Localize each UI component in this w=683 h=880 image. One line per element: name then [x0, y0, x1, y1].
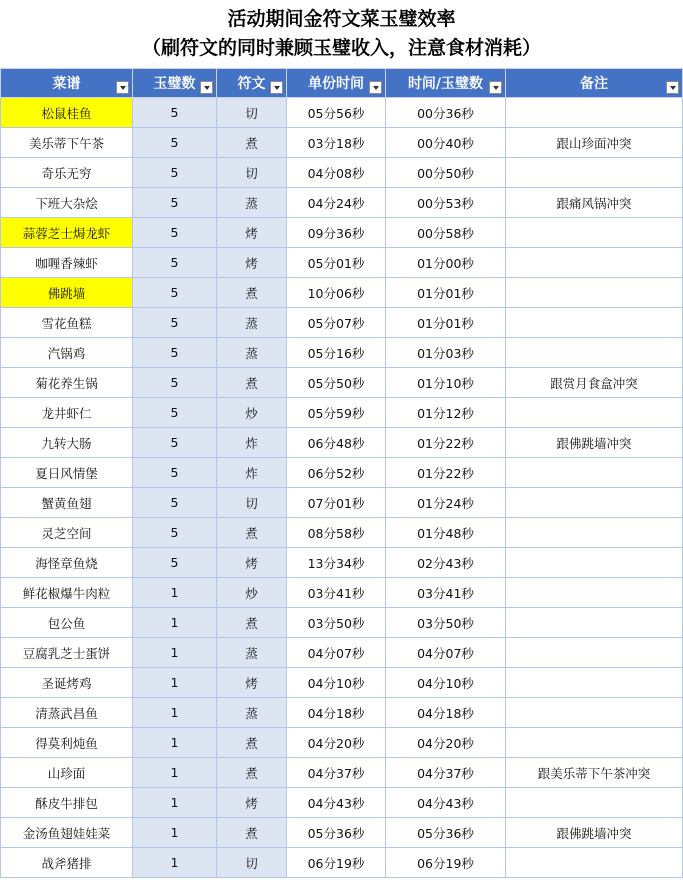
- recipe-name-cell[interactable]: 清蒸武昌鱼: [1, 698, 133, 728]
- note-cell[interactable]: 跟痛风锅冲突: [506, 188, 683, 218]
- unit-time-cell[interactable]: 08分58秒: [287, 518, 386, 548]
- note-cell[interactable]: [506, 458, 683, 488]
- time-per-jade-cell[interactable]: 04分18秒: [386, 698, 506, 728]
- filter-dropdown-icon[interactable]: [200, 81, 213, 94]
- column-header-recipe: [1, 69, 133, 98]
- column-header-label: 备注: [580, 76, 608, 92]
- filter-dropdown-icon[interactable]: [489, 81, 502, 94]
- column-header-note: [506, 69, 683, 98]
- filter-dropdown-icon[interactable]: [666, 81, 679, 94]
- jade-count-cell[interactable]: 5: [133, 218, 217, 248]
- table-row: [1, 488, 683, 518]
- jade-count-cell[interactable]: 5: [133, 548, 217, 578]
- jade-count-cell[interactable]: 1: [133, 788, 217, 818]
- table-row: [1, 218, 683, 248]
- jade-count-cell[interactable]: 5: [133, 398, 217, 428]
- unit-time-cell[interactable]: 03分50秒: [287, 608, 386, 638]
- unit-time-cell[interactable]: 05分36秒: [287, 818, 386, 848]
- jade-count-cell[interactable]: 5: [133, 368, 217, 398]
- table-row: [1, 848, 683, 878]
- column-header-label: 时间/玉璧数: [407, 76, 484, 92]
- note-cell[interactable]: [506, 308, 683, 338]
- column-header-label: 符文: [237, 76, 266, 92]
- time-per-jade-cell[interactable]: 00分58秒: [386, 218, 506, 248]
- time-per-jade-cell[interactable]: 00分40秒: [386, 128, 506, 158]
- time-per-jade-cell[interactable]: 01分03秒: [386, 338, 506, 368]
- jade-count-cell[interactable]: 5: [133, 458, 217, 488]
- title-line-1: 活动期间金符文菜玉璧效率: [227, 8, 456, 30]
- recipe-name-cell[interactable]: 蟹黄鱼翅: [1, 488, 133, 518]
- table-row: [1, 398, 683, 428]
- rune-cell[interactable]: 蒸: [217, 308, 287, 338]
- time-per-jade-cell[interactable]: 04分43秒: [386, 788, 506, 818]
- jade-count-cell[interactable]: 5: [133, 158, 217, 188]
- table-row: [1, 698, 683, 728]
- time-per-jade-cell[interactable]: 01分00秒: [386, 248, 506, 278]
- recipe-name-cell[interactable]: 战斧猪排: [1, 848, 133, 878]
- rune-cell[interactable]: 煮: [217, 818, 287, 848]
- note-cell[interactable]: [506, 248, 683, 278]
- note-cell[interactable]: 跟山珍面冲突: [506, 128, 683, 158]
- recipe-name-cell[interactable]: 九转大肠: [1, 428, 133, 458]
- rune-cell[interactable]: 煮: [217, 518, 287, 548]
- rune-cell[interactable]: 炒: [217, 578, 287, 608]
- note-cell[interactable]: 跟佛跳墙冲突: [506, 818, 683, 848]
- recipe-name-cell[interactable]: 酥皮牛排包: [1, 788, 133, 818]
- table-row: [1, 188, 683, 218]
- unit-time-cell[interactable]: 05分59秒: [287, 398, 386, 428]
- rune-cell[interactable]: 蒸: [217, 338, 287, 368]
- note-cell[interactable]: 跟美乐蒂下午茶冲突: [506, 758, 683, 788]
- jade-count-cell[interactable]: 1: [133, 698, 217, 728]
- recipe-name-cell[interactable]: 豆腐乳芝士蛋饼: [1, 638, 133, 668]
- note-cell[interactable]: [506, 98, 683, 128]
- time-per-jade-cell[interactable]: 01分48秒: [386, 518, 506, 548]
- column-header-label: 玉璧数: [153, 76, 196, 92]
- recipe-name-cell[interactable]: 美乐蒂下午茶: [1, 128, 133, 158]
- unit-time-cell[interactable]: 03分18秒: [287, 128, 386, 158]
- unit-time-cell[interactable]: 05分16秒: [287, 338, 386, 368]
- note-cell[interactable]: [506, 698, 683, 728]
- recipe-name-cell[interactable]: 山珍面: [1, 758, 133, 788]
- jade-count-cell[interactable]: 1: [133, 758, 217, 788]
- jade-count-cell[interactable]: 5: [133, 188, 217, 218]
- note-cell[interactable]: [506, 398, 683, 428]
- time-per-jade-cell[interactable]: 01分22秒: [386, 458, 506, 488]
- time-per-jade-cell[interactable]: 01分10秒: [386, 368, 506, 398]
- jade-count-cell[interactable]: 5: [133, 488, 217, 518]
- note-cell[interactable]: [506, 638, 683, 668]
- time-per-jade-cell[interactable]: 01分01秒: [386, 278, 506, 308]
- recipe-name-cell[interactable]: 汽锅鸡: [1, 338, 133, 368]
- recipe-name-cell[interactable]: 蒜蓉芝士焗龙虾: [1, 218, 133, 248]
- time-per-jade-cell[interactable]: 01分24秒: [386, 488, 506, 518]
- recipe-name-cell[interactable]: 海怪章鱼烧: [1, 548, 133, 578]
- sheet-title: [0, 0, 683, 68]
- recipe-name-cell[interactable]: 得莫利炖鱼: [1, 728, 133, 758]
- filter-dropdown-icon[interactable]: [116, 81, 129, 94]
- rune-cell[interactable]: 煮: [217, 608, 287, 638]
- note-cell[interactable]: [506, 578, 683, 608]
- jade-count-cell[interactable]: 5: [133, 248, 217, 278]
- jade-count-cell[interactable]: 5: [133, 278, 217, 308]
- table-row: [1, 98, 683, 128]
- recipe-name-cell[interactable]: 松鼠桂鱼: [1, 98, 133, 128]
- column-header-rune: [217, 69, 287, 98]
- jade-count-cell[interactable]: 5: [133, 338, 217, 368]
- jade-count-cell[interactable]: 5: [133, 518, 217, 548]
- note-cell[interactable]: [506, 608, 683, 638]
- jade-count-cell[interactable]: 1: [133, 818, 217, 848]
- table-row: [1, 728, 683, 758]
- rune-cell[interactable]: 切: [217, 158, 287, 188]
- note-cell[interactable]: [506, 548, 683, 578]
- table-row: [1, 818, 683, 848]
- rune-cell[interactable]: 蒸: [217, 188, 287, 218]
- rune-cell[interactable]: 炸: [217, 428, 287, 458]
- rune-cell[interactable]: 烤: [217, 788, 287, 818]
- rune-cell[interactable]: 煮: [217, 728, 287, 758]
- table-row: [1, 578, 683, 608]
- jade-count-cell[interactable]: 1: [133, 578, 217, 608]
- column-header-jade-count: [133, 69, 217, 98]
- rune-cell[interactable]: 煮: [217, 368, 287, 398]
- jade-count-cell[interactable]: 1: [133, 728, 217, 758]
- time-per-jade-cell[interactable]: 04分37秒: [386, 758, 506, 788]
- filter-dropdown-icon[interactable]: [369, 81, 382, 94]
- column-header-label: 单份时间: [308, 76, 364, 92]
- header-row: [1, 69, 683, 98]
- time-per-jade-cell[interactable]: 03分41秒: [386, 578, 506, 608]
- jade-count-cell[interactable]: 1: [133, 638, 217, 668]
- note-cell[interactable]: [506, 668, 683, 698]
- rune-cell[interactable]: 烤: [217, 668, 287, 698]
- unit-time-cell[interactable]: 13分34秒: [287, 548, 386, 578]
- unit-time-cell[interactable]: 09分36秒: [287, 218, 386, 248]
- unit-time-cell[interactable]: 04分10秒: [287, 668, 386, 698]
- table-row: [1, 518, 683, 548]
- recipe-name-cell[interactable]: 佛跳墙: [1, 278, 133, 308]
- recipe-name-cell[interactable]: 龙井虾仁: [1, 398, 133, 428]
- rune-cell[interactable]: 烤: [217, 548, 287, 578]
- table-row: [1, 638, 683, 668]
- rune-cell[interactable]: 炒: [217, 398, 287, 428]
- time-per-jade-cell[interactable]: 01分12秒: [386, 398, 506, 428]
- jade-count-cell[interactable]: 1: [133, 848, 217, 878]
- note-cell[interactable]: [506, 728, 683, 758]
- recipe-name-cell[interactable]: 金汤鱼翅娃娃菜: [1, 818, 133, 848]
- unit-time-cell[interactable]: 06分48秒: [287, 428, 386, 458]
- unit-time-cell[interactable]: 04分24秒: [287, 188, 386, 218]
- jade-count-cell[interactable]: 5: [133, 428, 217, 458]
- rune-cell[interactable]: 煮: [217, 128, 287, 158]
- table-row: [1, 548, 683, 578]
- table-row: [1, 608, 683, 638]
- filter-dropdown-icon[interactable]: [270, 81, 283, 94]
- unit-time-cell[interactable]: 04分20秒: [287, 728, 386, 758]
- time-per-jade-cell[interactable]: 06分19秒: [386, 848, 506, 878]
- jade-count-cell[interactable]: 5: [133, 98, 217, 128]
- time-per-jade-cell[interactable]: 00分36秒: [386, 98, 506, 128]
- rune-cell[interactable]: 炸: [217, 458, 287, 488]
- rune-cell[interactable]: 蒸: [217, 638, 287, 668]
- unit-time-cell[interactable]: 04分43秒: [287, 788, 386, 818]
- title-line-2: （刷符文的同时兼顾玉璧收入，注意食材消耗）: [141, 37, 541, 59]
- recipe-name-cell[interactable]: 下班大杂烩: [1, 188, 133, 218]
- column-header-unit-time: [287, 69, 386, 98]
- column-header-time-per-jade: [386, 69, 506, 98]
- unit-time-cell[interactable]: 04分37秒: [287, 758, 386, 788]
- recipe-name-cell[interactable]: 奇乐无穷: [1, 158, 133, 188]
- note-cell[interactable]: [506, 518, 683, 548]
- rune-cell[interactable]: 烤: [217, 248, 287, 278]
- table-row: [1, 158, 683, 188]
- time-per-jade-cell[interactable]: 04分20秒: [386, 728, 506, 758]
- recipe-name-cell[interactable]: 菊花养生锅: [1, 368, 133, 398]
- rune-cell[interactable]: 切: [217, 488, 287, 518]
- table-row: [1, 368, 683, 398]
- unit-time-cell[interactable]: 06分19秒: [287, 848, 386, 878]
- rune-cell[interactable]: 烤: [217, 218, 287, 248]
- rune-cell[interactable]: 蒸: [217, 698, 287, 728]
- table-row: [1, 458, 683, 488]
- rune-cell[interactable]: 煮: [217, 758, 287, 788]
- table-row: [1, 428, 683, 458]
- unit-time-cell[interactable]: 10分06秒: [287, 278, 386, 308]
- unit-time-cell[interactable]: 04分08秒: [287, 158, 386, 188]
- rune-cell[interactable]: 切: [217, 98, 287, 128]
- rune-cell[interactable]: 切: [217, 848, 287, 878]
- note-cell[interactable]: [506, 338, 683, 368]
- rune-cell[interactable]: 煮: [217, 278, 287, 308]
- unit-time-cell[interactable]: 04分07秒: [287, 638, 386, 668]
- unit-time-cell[interactable]: 04分18秒: [287, 698, 386, 728]
- time-per-jade-cell[interactable]: 05分36秒: [386, 818, 506, 848]
- time-per-jade-cell[interactable]: 00分53秒: [386, 188, 506, 218]
- recipe-name-cell[interactable]: 夏日风情堡: [1, 458, 133, 488]
- note-cell[interactable]: 跟佛跳墙冲突: [506, 428, 683, 458]
- table-row: [1, 788, 683, 818]
- unit-time-cell[interactable]: 05分50秒: [287, 368, 386, 398]
- time-per-jade-cell[interactable]: 03分50秒: [386, 608, 506, 638]
- unit-time-cell[interactable]: 05分01秒: [287, 248, 386, 278]
- time-per-jade-cell[interactable]: 00分50秒: [386, 158, 506, 188]
- table-row: [1, 338, 683, 368]
- time-per-jade-cell[interactable]: 01分22秒: [386, 428, 506, 458]
- recipe-name-cell[interactable]: 鲜花椒爆牛肉粒: [1, 578, 133, 608]
- recipe-table: [0, 68, 683, 878]
- table-row: [1, 278, 683, 308]
- time-per-jade-cell[interactable]: 02分43秒: [386, 548, 506, 578]
- time-per-jade-cell[interactable]: 04分07秒: [386, 638, 506, 668]
- jade-count-cell[interactable]: 5: [133, 308, 217, 338]
- note-cell[interactable]: [506, 788, 683, 818]
- recipe-name-cell[interactable]: 圣诞烤鸡: [1, 668, 133, 698]
- note-cell[interactable]: [506, 158, 683, 188]
- table-row: [1, 668, 683, 698]
- recipe-name-cell[interactable]: 灵芝空间: [1, 518, 133, 548]
- time-per-jade-cell[interactable]: 04分10秒: [386, 668, 506, 698]
- recipe-name-cell[interactable]: 包公鱼: [1, 608, 133, 638]
- unit-time-cell[interactable]: 05分07秒: [287, 308, 386, 338]
- note-cell[interactable]: [506, 218, 683, 248]
- column-header-label: 菜谱: [52, 76, 81, 92]
- recipe-name-cell[interactable]: 咖喱香辣虾: [1, 248, 133, 278]
- note-cell[interactable]: [506, 848, 683, 878]
- table-row: [1, 248, 683, 278]
- table-row: [1, 308, 683, 338]
- note-cell[interactable]: [506, 278, 683, 308]
- unit-time-cell[interactable]: 05分56秒: [287, 98, 386, 128]
- table-row: [1, 758, 683, 788]
- table-body: [1, 98, 683, 878]
- jade-count-cell[interactable]: 1: [133, 608, 217, 638]
- unit-time-cell[interactable]: 07分01秒: [287, 488, 386, 518]
- recipe-name-cell[interactable]: 雪花鱼糕: [1, 308, 133, 338]
- table-row: [1, 128, 683, 158]
- note-cell[interactable]: [506, 488, 683, 518]
- note-cell[interactable]: 跟赏月食盒冲突: [506, 368, 683, 398]
- jade-count-cell[interactable]: 5: [133, 128, 217, 158]
- jade-count-cell[interactable]: 1: [133, 668, 217, 698]
- unit-time-cell[interactable]: 03分41秒: [287, 578, 386, 608]
- unit-time-cell[interactable]: 06分52秒: [287, 458, 386, 488]
- time-per-jade-cell[interactable]: 01分01秒: [386, 308, 506, 338]
